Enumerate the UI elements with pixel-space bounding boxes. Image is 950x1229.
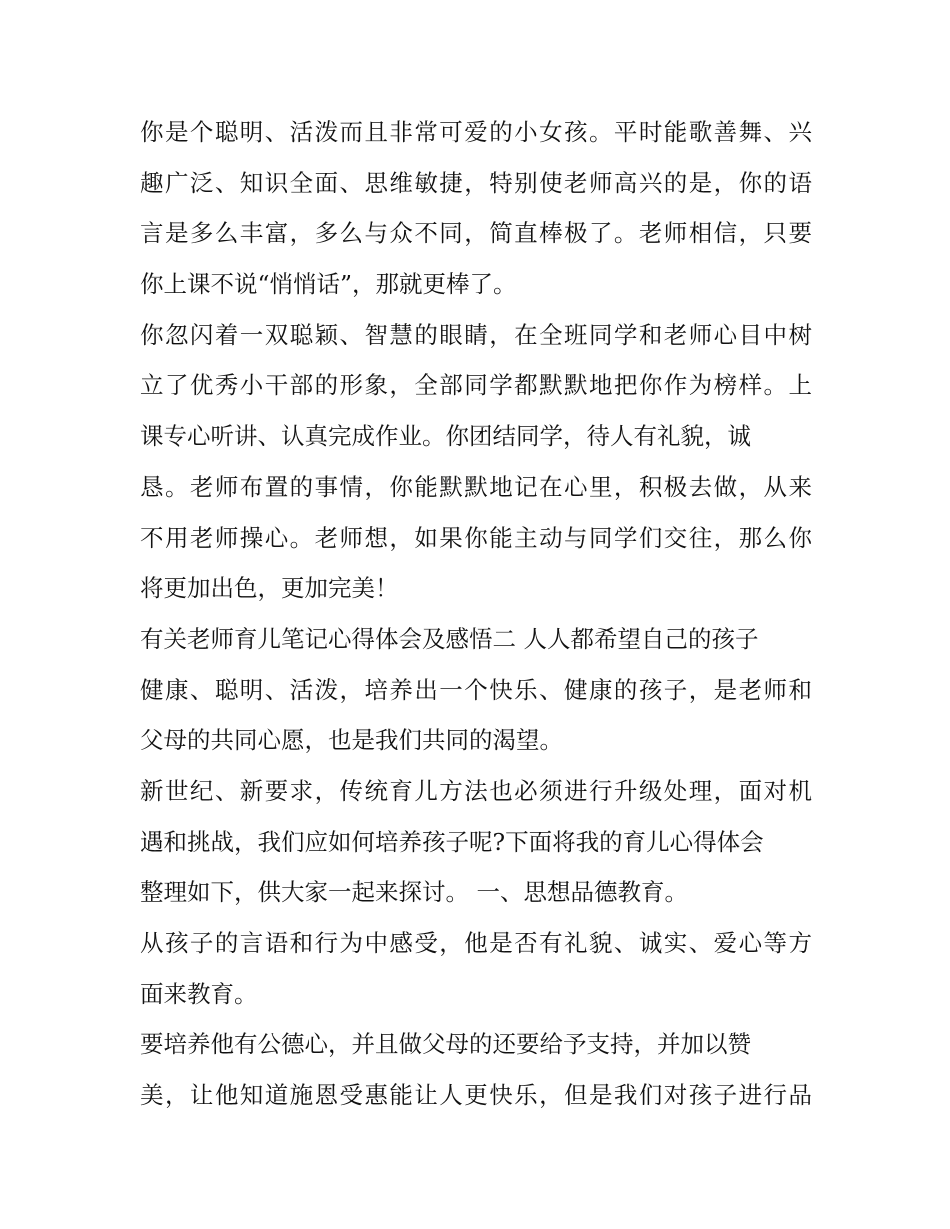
paragraph xyxy=(140,107,812,310)
paragraph xyxy=(140,918,812,1019)
text-line: 不用老师操心。老师想，如果你能主动与同学们交往，那么你 xyxy=(140,523,812,552)
document-body xyxy=(140,107,812,1121)
text-line: 你忽闪着一双聪颖、智慧的眼睛，在全班同学和老师心目中树 xyxy=(140,320,812,349)
text-line: 要培养他有公德心，并且做父母的还要给予支持，并加以赞 xyxy=(140,1030,751,1059)
paragraph xyxy=(140,614,812,766)
text-line: 恳。老师布置的事情，你能默默地记在心里，积极去做，从来 xyxy=(140,472,812,501)
text-line: 言是多么丰富，多么与众不同，简直棒极了。老师相信，只要 xyxy=(140,219,812,248)
text-line: 父母的共同心愿，也是我们共同的渴望。 xyxy=(140,726,563,755)
paragraph xyxy=(140,310,812,614)
text-line: 美，让他知道施恩受惠能让人更快乐，但是我们对孩子进行品 xyxy=(140,1081,812,1110)
text-line: 从孩子的言语和行为中感受，他是否有礼貌、诚实、爱心等方 xyxy=(140,929,812,957)
text-line: 将更加出色，更加完美！ xyxy=(140,574,399,603)
text-line: 新世纪、新要求，传统育儿方法也必须进行升级处理，面对机 xyxy=(140,776,812,805)
text-line: 整理如下，供大家一起来探讨。 一、思想品德教育。 xyxy=(140,878,688,907)
paragraph xyxy=(140,1019,812,1120)
text-line: 健康、聪明、活泼，培养出一个快乐、健康的孩子，是老师和 xyxy=(140,675,812,704)
text-line: 有关老师育儿笔记心得体会及感悟二 人人都希望自己的孩子 xyxy=(140,624,759,653)
text-line: 课专心听讲、认真完成作业。你团结同学，待人有礼貌，诚 xyxy=(140,422,751,451)
text-line: 趣广泛、知识全面、思维敏捷，特别使老师高兴的是，你的语 xyxy=(140,168,812,197)
text-line: 遇和挑战，我们应如何培养孩子呢?下面将我的育儿心得体会 xyxy=(140,827,764,856)
text-line: 你上课不说“悄悄话”，那就更棒了。 xyxy=(140,270,517,299)
text-line: 立了优秀小干部的形象，全部同学都默默地把你作为榜样。上 xyxy=(140,371,812,400)
text-line: 面来教育。 xyxy=(140,979,258,1008)
paragraph xyxy=(140,766,812,918)
text-line: 你是个聪明、活泼而且非常可爱的小女孩。平时能歌善舞、兴 xyxy=(140,118,812,146)
